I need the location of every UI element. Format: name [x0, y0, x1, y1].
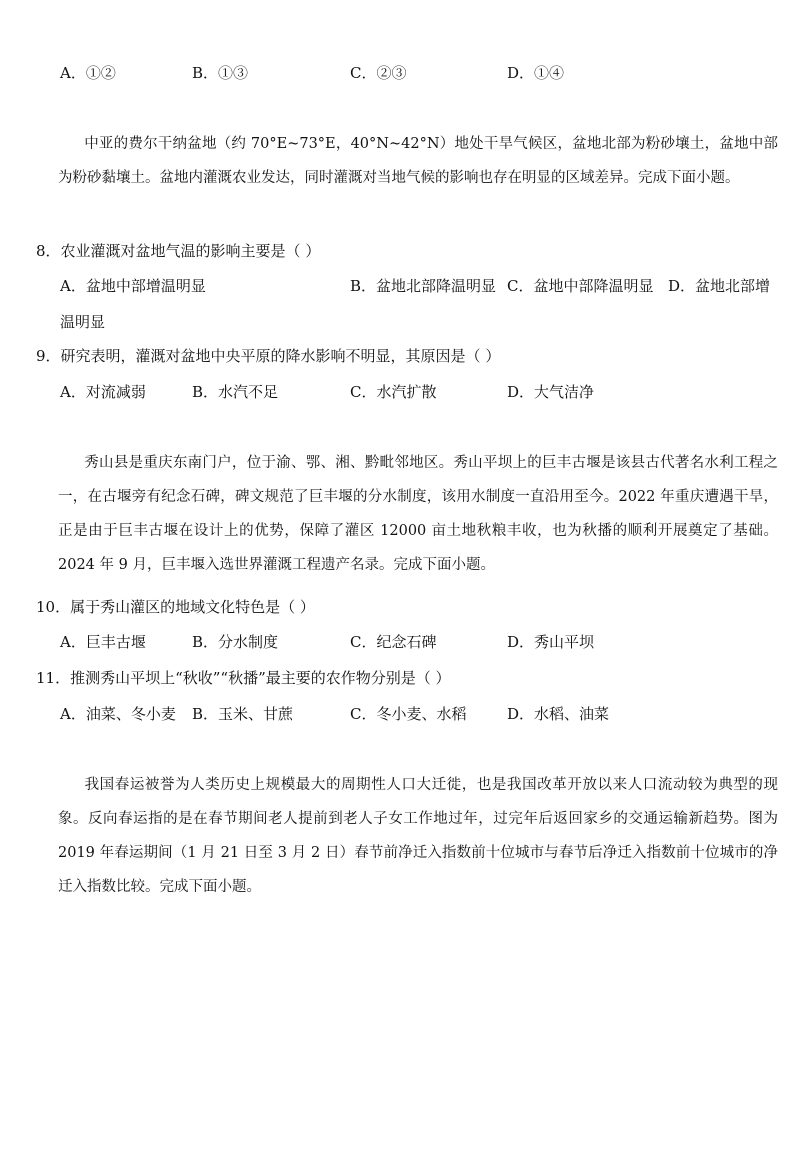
- question-8-stem: 8．农业灌溉对盆地气温的影响主要是（ ）: [36, 242, 321, 260]
- q10-option-a: A．巨丰古堰: [60, 633, 146, 651]
- question-9-stem: 9．研究表明，灌溉对盆地中央平原的降水影响不明显，其原因是（ ）: [36, 347, 501, 365]
- passage-fergana-text: 中亚的费尔干纳盆地（约 70°E~73°E，40°N~42°N）地处干旱气候区，盆地北部为粉砂壤土，盆地中部为粉砂黏壤土。盆地内灌溉农业发达，同时灌溉对当地气候的影响也存在明显的区域差异。完成下面小题。: [58, 136, 778, 186]
- question-11-stem: 11．推测秀山平坝上“秋收”“秋播”最主要的农作物分别是（ ）: [36, 669, 451, 687]
- q11-option-a: A．油菜、冬小麦: [60, 705, 176, 723]
- q10-option-c: C．纪念石碑: [350, 633, 437, 651]
- q7-option-c: C．②③: [350, 64, 407, 82]
- q11-option-d: D．水稻、油菜: [507, 705, 610, 723]
- q9-option-c: C．水汽扩散: [350, 383, 437, 401]
- q7-option-b: B．①③: [192, 64, 249, 82]
- q8-option-b: B．盆地北部降温明显: [350, 277, 497, 295]
- passage-xiushan-text: 秀山县是重庆东南门户，位于渝、鄂、湘、黔毗邻地区。秀山平坝上的巨丰古堰是该县古代著名水利工程之一，在古堰旁有纪念石碑，碑文规范了巨丰堰的分水制度，该用水制度一直沿用至今。2022 年重庆遭遇干旱，正是由于巨丰古堰在设计上的优势，保障了灌区 12000 亩土地秋粮丰收，也为秋播的顺利开展奠定了基础。2024 年 9 月，巨丰堰入选世界灌溉工程遗产名录。完成下面小题。: [58, 455, 778, 573]
- passage-fergana: [58, 127, 778, 195]
- q8-option-d: D．盆地北部增: [668, 277, 771, 295]
- question-10-stem: 10．属于秀山灌区的地域文化特色是（ ）: [36, 598, 315, 616]
- q10-option-d: D．秀山平坝: [507, 633, 595, 651]
- q9-option-b: B．水汽不足: [192, 383, 279, 401]
- q8-option-c: C．盆地中部降温明显: [507, 277, 654, 295]
- q8-option-d-continuation: 温明显: [60, 313, 106, 331]
- passage-spring-festival: [58, 768, 778, 904]
- q7-option-a: A．①②: [60, 64, 116, 82]
- passage-spring-festival-text: 我国春运被誉为人类历史上规模最大的周期性人口大迁徙，也是我国改革开放以来人口流动较为典型的现象。反向春运指的是在春节期间老人提前到老人子女工作地过年，过完年后返回家乡的交通运输新趋势。图为 2019 年春运期间（1 月 21 日至 3 月 2 日）春节前净迁入指数前十位城市与春节后净迁入指数前十位城市的净迁入指数比较。完成下面小题。: [58, 777, 778, 895]
- q10-option-b: B．分水制度: [192, 633, 279, 651]
- passage-xiushan: [58, 446, 778, 582]
- q9-option-a: A．对流减弱: [60, 383, 146, 401]
- q9-option-d: D．大气洁净: [507, 383, 595, 401]
- q11-option-c: C．冬小麦、水稻: [350, 705, 467, 723]
- q7-option-d: D．①④: [507, 64, 565, 82]
- q11-option-b: B．玉米、甘蔗: [192, 705, 294, 723]
- q8-option-a: A．盆地中部增温明显: [60, 277, 206, 295]
